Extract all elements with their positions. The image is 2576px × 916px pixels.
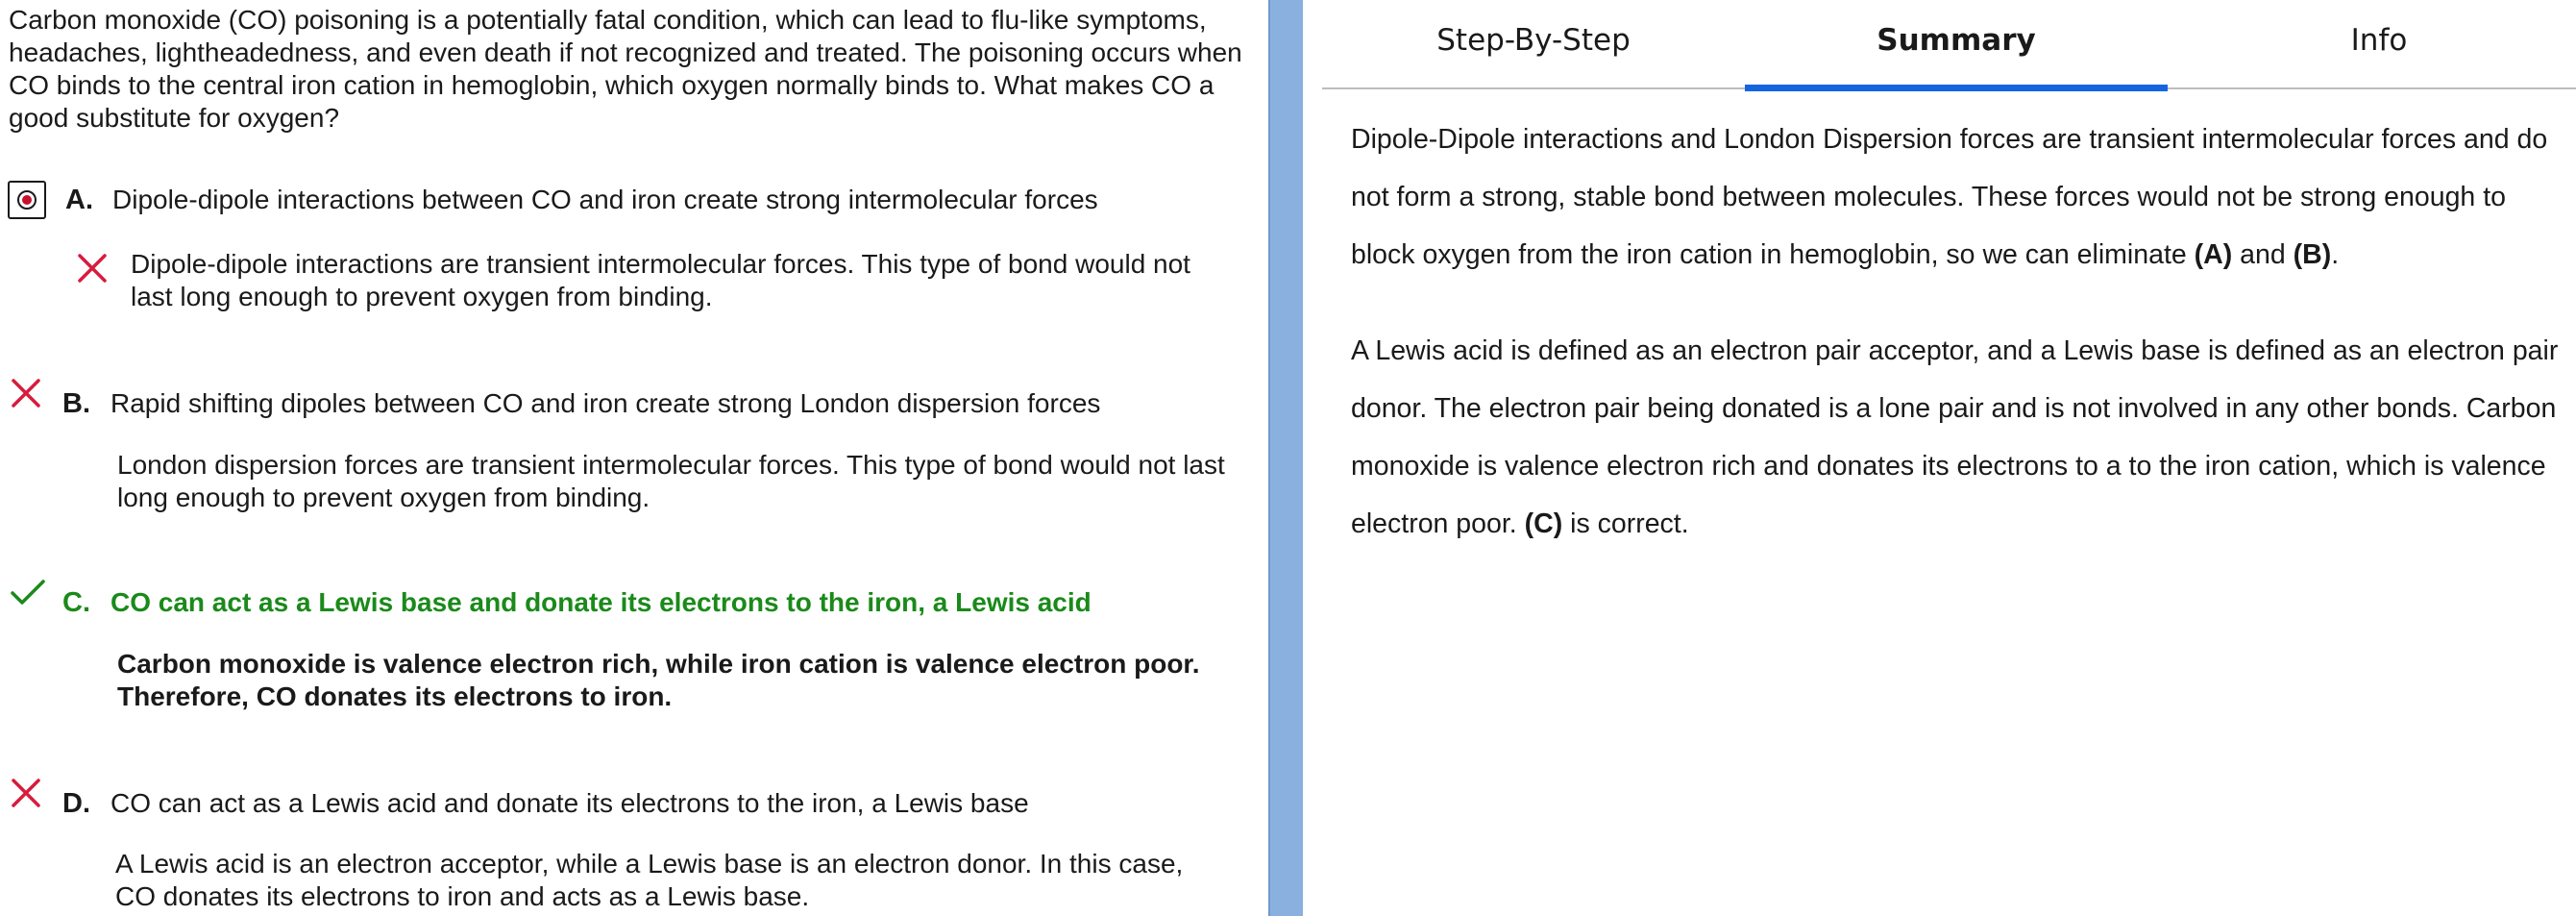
answer-choice-b[interactable]	[0, 383, 1268, 425]
choice-explanation: Dipole-dipole interactions are transient intermolecular forces. This type of bond would not last long enough to prevent oxygen from binding.	[131, 249, 1190, 311]
tab-bar	[1322, 0, 2576, 89]
pane-resize-handle[interactable]	[1268, 0, 1303, 916]
choice-text: CO can act as a Lewis base and donate its electrons to the iron, a Lewis acid	[110, 587, 1092, 617]
question-stem: Carbon monoxide (CO) poisoning is a potentially fatal condition, which can lead to flu-like symptoms, headaches, lightheadedness, and even death if not recognized and treated. The poisoning occurs when CO binds to the central iron cation in hemoglobin, which oxygen normally binds to. What makes CO a good substitute for oxygen?	[9, 5, 1242, 133]
choice-explanation: London dispersion forces are transient intermolecular forces. This type of bond would not last long enough to prevent oxygen from binding.	[117, 450, 1225, 512]
choice-explanation: A Lewis acid is an electron acceptor, while a Lewis base is an electron donor. In this case, CO donates its electrons to iron and acts as a Lewis base.	[115, 849, 1184, 911]
choice-text: Rapid shifting dipoles between CO and iron create strong London dispersion forces	[110, 388, 1101, 418]
answer-choice-c[interactable]	[0, 582, 1268, 624]
question-pane	[0, 0, 1268, 916]
tab-summary[interactable]	[1745, 0, 2168, 89]
choice-letter: C.	[62, 587, 90, 618]
summary-paragraph: Dipole-Dipole interactions and London Dispersion forces are transient intermolecular forces and do not form a strong, stable bond between molecules. These forces would not be strong enough to block oxygen from the iron cation in hemoglobin, so we can eliminate (A) and (B).	[1351, 124, 2548, 270]
x-mark-icon	[10, 377, 42, 409]
answer-choice-a[interactable]	[0, 179, 1268, 221]
choice-letter: B.	[62, 388, 90, 419]
choice-explanation: Carbon monoxide is valence electron rich, while iron cation is valence electron poor. Therefore, CO donates its electrons to iron.	[117, 649, 1200, 711]
answer-choice-d[interactable]	[0, 782, 1268, 825]
tab-summary-label: Summary	[1877, 23, 2036, 58]
summary-content	[1351, 111, 2576, 591]
active-tab-indicator	[1745, 85, 2168, 91]
x-mark-icon	[76, 252, 109, 285]
x-mark-icon	[10, 777, 42, 809]
summary-paragraph: A Lewis acid is defined as an electron pair acceptor, and a Lewis base is defined as an electron pair donor. The electron pair being donated is a lone pair and is not involved in any other bonds. Carbon monoxide is valence electron rich and donates its electrons to a to the iron cation, which is valence electron poor. (C) is correct.	[1351, 335, 2559, 539]
explanation-pane	[1303, 0, 2576, 916]
choice-letter: A.	[65, 185, 93, 215]
choice-letter: D.	[62, 788, 90, 819]
choice-text: Dipole-dipole interactions between CO and iron create strong intermolecular forces	[112, 185, 1098, 214]
radio-selected-icon[interactable]	[8, 181, 46, 219]
tab-step-by-step[interactable]: Step-By-Step	[1436, 23, 1631, 58]
choice-text: CO can act as a Lewis acid and donate its electrons to the iron, a Lewis base	[110, 788, 1029, 818]
tab-info[interactable]: Info	[2350, 23, 2408, 58]
check-mark-icon	[10, 578, 46, 607]
